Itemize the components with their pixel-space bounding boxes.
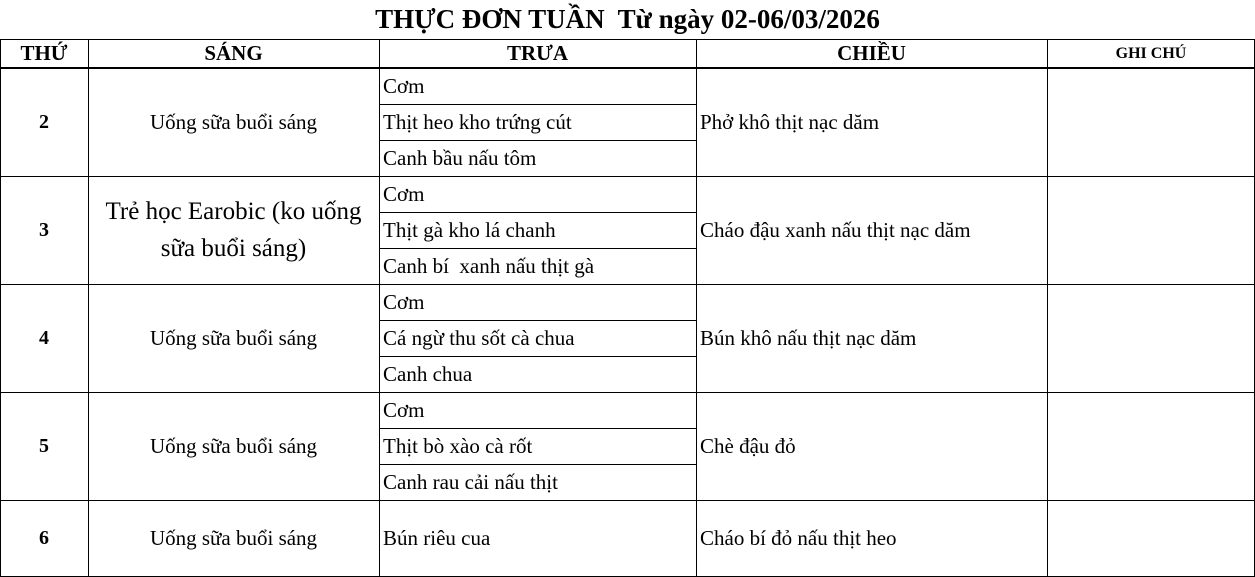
lunch-dish: Canh chua: [383, 361, 473, 386]
header-chieu: CHIỀU: [837, 41, 906, 65]
day-number: 4: [39, 326, 49, 349]
lunch-dish: Thịt bò xào cà rốt: [383, 433, 533, 458]
morning-cell: Uống sữa buổi sáng: [149, 325, 318, 350]
morning-cell: Uống sữa buổi sáng: [149, 526, 318, 550]
morning-cell: Uống sữa buổi sáng: [149, 433, 318, 458]
afternoon-cell: Cháo bí đỏ nấu thịt heo: [700, 526, 897, 550]
header-trua: TRƯA: [506, 41, 569, 65]
afternoon-cell: Chè đậu đỏ: [700, 433, 796, 458]
lunch-dish: Cơm: [383, 73, 425, 98]
header-thu: THỨ: [20, 41, 68, 65]
lunch-subrow-divider: [379, 212, 696, 213]
lunch-dish: Cơm: [383, 397, 425, 422]
lunch-dish: Thịt gà kho lá chanh: [383, 217, 556, 242]
note-cell: [1047, 176, 1255, 284]
lunch-subrow-divider: [379, 104, 696, 105]
morning-cell: Uống sữa buổi sáng: [149, 109, 318, 134]
lunch-subrow-divider: [379, 356, 696, 357]
lunch-dish: Bún riêu cua: [383, 526, 491, 550]
lunch-subrow-divider: [379, 140, 696, 141]
afternoon-cell: Phở khô thịt nạc dăm: [700, 109, 880, 134]
afternoon-cell: Bún khô nấu thịt nạc dăm: [700, 325, 917, 350]
lunch-dish: Thịt heo kho trứng cút: [383, 109, 572, 134]
lunch-dish: Canh rau cải nấu thịt: [383, 469, 558, 494]
menu-title: THỰC ĐƠN TUẦN Từ ngày 02-06/03/2026: [375, 4, 880, 34]
lunch-dish: Cơm: [383, 181, 425, 206]
morning-cell: Trẻ học Earobic (ko uống sữa buổi sáng): [105, 198, 362, 262]
lunch-dish: Cá ngừ thu sốt cà chua: [383, 325, 575, 350]
note-cell: [1047, 392, 1255, 500]
day-number: 6: [39, 527, 49, 549]
lunch-subrow-divider: [379, 320, 696, 321]
lunch-dish: Cơm: [383, 289, 425, 314]
afternoon-cell: Cháo đậu xanh nấu thịt nạc dăm: [700, 217, 971, 242]
header-ghichu: GHI CHÚ: [1115, 44, 1187, 62]
header-sang: SÁNG: [204, 41, 263, 65]
day-number: 5: [39, 434, 49, 457]
note-cell: [1047, 500, 1255, 577]
weekly-menu-table: [0, 39, 1255, 577]
day-number: 2: [39, 110, 49, 133]
note-cell: [1047, 68, 1255, 176]
lunch-subrow-divider: [379, 428, 696, 429]
day-number: 3: [39, 218, 49, 241]
lunch-dish: Canh bí xanh nấu thịt gà: [383, 253, 595, 278]
note-cell: [1047, 284, 1255, 392]
lunch-subrow-divider: [379, 464, 696, 465]
lunch-dish: Canh bầu nấu tôm: [383, 145, 537, 170]
lunch-subrow-divider: [379, 248, 696, 249]
